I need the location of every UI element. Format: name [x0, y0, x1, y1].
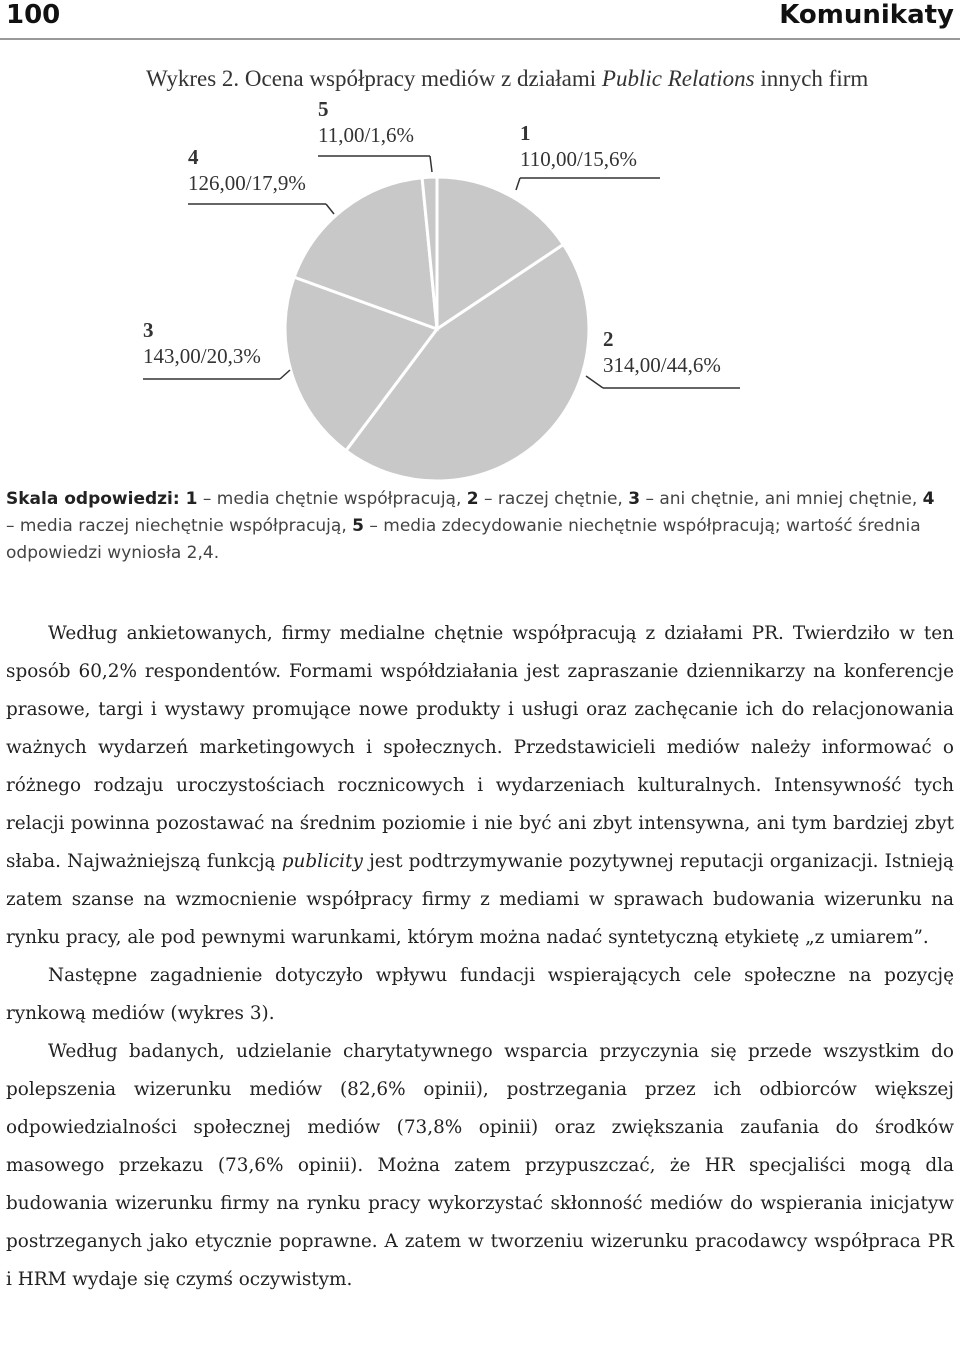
- paragraph-1-part-b: jest podtrzymywanie pozytywnej reputacji organizacji. Istnieją zatem szanse na wzmocnienie współpracy firmy z mediami w sprawach budowania wizerunku na rynku pracy, ale pod pewnymi warunkami, którym można nadać syntetyczną etykietę „z umiarem”.: [6, 851, 954, 948]
- leader-hook-1: [516, 178, 520, 190]
- caption-italic: Public Relations: [601, 66, 755, 91]
- scale-desc-5: – media zdecydowanie niechętnie współpracują; wartość średnia odpowiedzi wyniosła 2,4.: [6, 516, 921, 563]
- scale-key-2: 2: [466, 489, 479, 509]
- running-title: Komunikaty: [779, 0, 954, 30]
- scale-desc-3: – ani chętnie, ani mniej chętnie,: [640, 489, 923, 509]
- scale-desc-1: – media chętnie współpracują,: [197, 489, 467, 509]
- slice-value-label-2: 314,00/44,6%: [603, 353, 721, 377]
- scale-desc-4: – media raczej niechętnie współpracują,: [6, 516, 353, 536]
- scale-note: [6, 486, 946, 567]
- header-rule: [0, 38, 960, 40]
- slice-value-label-3: 143,00/20,3%: [143, 344, 261, 368]
- slice-category-label-2: 2: [603, 327, 614, 351]
- slice-value-label-5: 11,00/1,6%: [318, 123, 415, 147]
- slice-category-label-1: 1: [520, 121, 531, 145]
- body-text: [6, 615, 954, 1299]
- paragraph-3: Według badanych, udzielanie charytatywnego wsparcia przyczynia się przede wszystkim do polepszenia wizerunku mediów (82,6% opinii), postrzegania przez ich odbiorców większej odpowiedzialności społecznej mediów (73,8% opinii) oraz zwiększania zaufania do środków masowego przekazu (73,6% opinii). Można zatem przypuszczać, że HR specjaliści mogą dla budowania wizerunku firmy na rynku pracy wykorzystać skłonność mediów do wspierania inicjatyw postrzeganych jako etycznie poprawne. A zatem w tworzeniu wizerunku pracodawcy współpraca PR i HRM wydaje się czymś oczywistym.: [6, 1041, 954, 1290]
- page-header: [0, 0, 960, 40]
- scale-key-4: 4: [922, 489, 935, 509]
- paragraph-2: Następne zagadnienie dotyczyło wpływu fundacji wspierających cele społeczne na pozycję rynkową mediów (wykres 3).: [6, 965, 954, 1024]
- slice-value-label-4: 126,00/17,9%: [188, 171, 306, 195]
- paragraph-1-part-a: Według ankietowanych, firmy medialne chętnie współpracują z działami PR. Twierdziło w ten sposób 60,2% respondentów. Formami współdziałania jest zapraszanie dziennikarzy na konferencje prasowe, targi i wystawy promujące nowe produkty i usługi oraz zachęcanie ich do relacjonowania ważnych wydarzeń marketingowych i społecznych. Przedstawicieli mediów należy informować o różnego rodzaju uroczystościach rocznicowych i wydarzeniach kulturalnych. Intensywność tych relacji powinna pozostawać na średnim poziomie i nie być ani zbyt intensywna, ani tym bardziej zbyt słaba. Najważniejszą funkcją: [6, 623, 954, 872]
- slice-value-label-1: 110,00/15,6%: [520, 147, 638, 171]
- scale-key-5: 5: [352, 516, 364, 536]
- slice-category-label-4: 4: [188, 145, 199, 169]
- pie-chart: [0, 90, 960, 482]
- caption-prefix: Wykres 2. Ocena współpracy mediów z działami: [146, 66, 602, 91]
- leader-hook-5: [430, 156, 432, 172]
- scale-key-1: 1: [185, 489, 198, 509]
- paragraph-1: [6, 615, 954, 957]
- scale-desc-2: – raczej chętnie,: [478, 489, 629, 509]
- figure-caption: [146, 66, 906, 92]
- leader-hook-4: [326, 204, 334, 214]
- scale-note-lead: Skala odpowiedzi:: [6, 489, 186, 509]
- slice-category-label-3: 3: [143, 318, 154, 342]
- slice-category-label-5: 5: [318, 97, 329, 121]
- scale-key-3: 3: [628, 489, 641, 509]
- caption-suffix: innych firm: [754, 66, 869, 91]
- page-number: 100: [6, 0, 61, 30]
- leader-hook-3: [280, 370, 290, 379]
- paragraph-1-italic: publicity: [281, 851, 363, 872]
- leader-hook-2: [586, 376, 603, 388]
- pie-slices: [285, 177, 589, 481]
